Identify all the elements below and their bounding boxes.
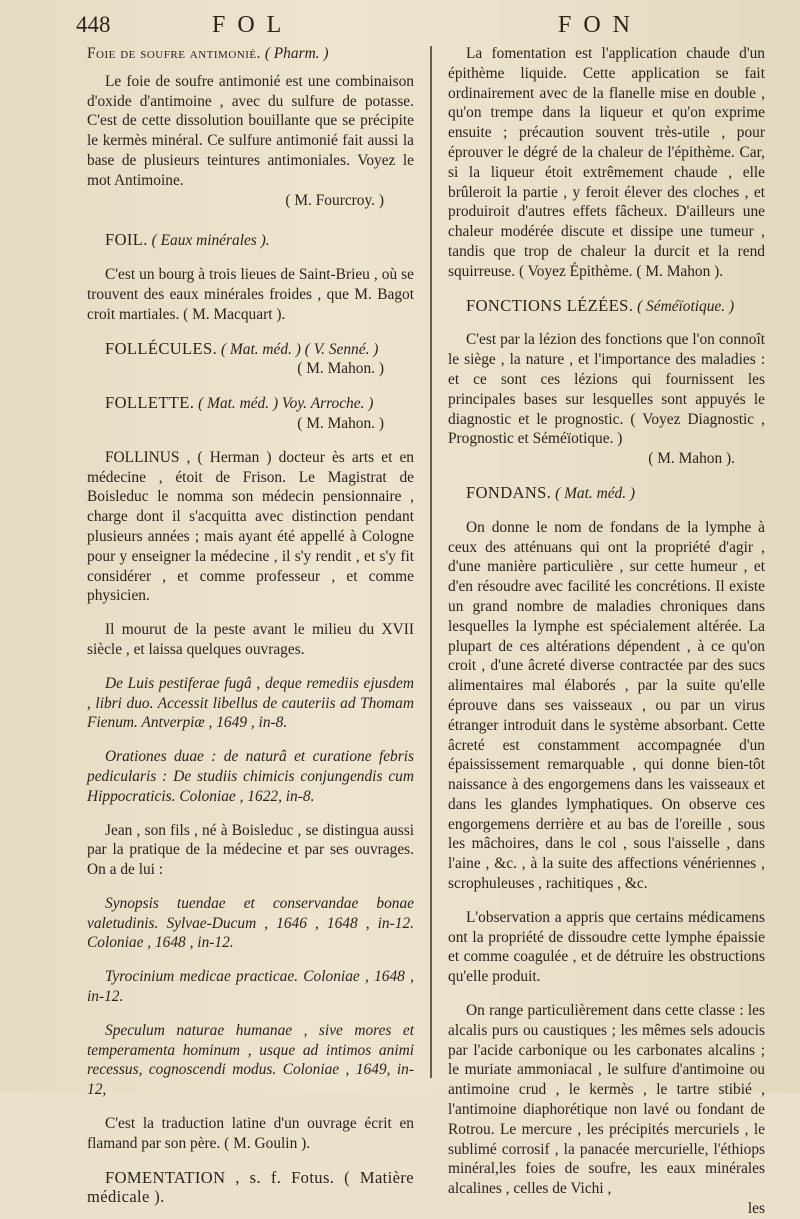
right-running-head: FON [558, 12, 643, 38]
folleculs-heading: FOLLÉCULES. ( Mat. méd. ) ( V. Senné. ) [105, 338, 379, 358]
left-running-head: FOL [212, 12, 294, 38]
signature: ( M. Mahon ). [648, 450, 735, 468]
running-header [0, 12, 800, 42]
signature: ( M. Mahon. ) [297, 414, 384, 432]
work-citation: Speculum naturae humanae , sive mores et temperamenta hominum , usque ad intimos animi recessus, cognoscendi modus. Coloniae , 1649, in-12, [87, 1021, 414, 1099]
follinus-paragraph-2: Il mourut de la peste avant le milieu du XVII siècle , et laissa quelques ouvrages. [87, 621, 414, 658]
work-citation: Synopsis tuendae et conservandae bonae valetudinis. Sylvae-Ducum , 1646 , 1648 , in-12. Coloniae , 1648 , in-12. [87, 894, 414, 952]
foie-paragraph: Le foie de soufre antimonié est une combinaison d'oxide d'antimoine , avec du sulfure de potasse. C'est de cette dissolution bouillante que se précipite le kermès minéral. Ce sulfure antimonié fait aussi la base de plusieurs teintures antimoniales. Voyez le mot Antimoine. [87, 72, 414, 189]
follette-heading: FOLLETTE. ( Mat. méd. ) Voy. Arroche. ) [105, 393, 374, 413]
foil-heading: FOIL. ( Eaux minérales ). [105, 230, 270, 250]
foie-heading: Foie de soufre antimonié. ( Pharm. ) [87, 45, 329, 62]
left-column [87, 44, 414, 1207]
work-citation: De Luis pestiferae fugâ , deque remediis ejusdem , libri duo. Accessit libellus de cauteriis ad Thomam Fienum. Antverpiæ , 1649 , in-8. [87, 674, 414, 732]
page-number: 448 [76, 12, 111, 37]
follinus-paragraph: FOLLINUS , ( Herman ) docteur ès arts et en médecine , étoit de Frison. Le Magistrat de Boisleduc le nomma son médecin pensionnaire , charge dont il s'acquitta avec distinction pendant plusieurs années ; mais ayant été appellé à Cologne pour y enseigner la médecine , il s'y rendit , et s'y fit considérer , et comme professeur , et comme physicien. [87, 448, 414, 605]
traduction-paragraph: C'est la traduction latine d'un ouvrage écrit en flamand par son père. ( M. Goulin ). [87, 1115, 414, 1152]
signature: ( M. Mahon. ) [297, 360, 384, 378]
work-citation: Tyrocinium medicae practicae. Coloniae , 1648 , in-12. [87, 968, 414, 1006]
work-citation: Orationes duae : de naturâ et curatione febris pedicularis : De studiis chimicis conjungendis cum Hippocraticis. Coloniae , 1622, in-8. [87, 748, 414, 805]
column-divider [430, 46, 432, 1078]
jean-paragraph: Jean , son fils , né à Boisleduc , se distingua aussi par la pratique de la médecine et par ses ouvrages. On a de lui : [87, 821, 414, 879]
fondans-heading: FONDANS. ( Mat. méd. ) [466, 482, 636, 502]
fomentation-heading: FOMENTATION , s. f. Fotus. ( Matière médicale ). [87, 1167, 414, 1207]
fomentation-paragraph: La fomentation est l'application chaude d'un épithème liquide. Cette application se fait ordinairement avec de la flanelle mise en double , qu'on trempe dans la liqueur et qu'on exprime ensuite ; précaution souvent très-utile , pour éprouver le dégré de la chaleur de l'épithème. Car, si la liqueur étoit extrêmement chaude , elle brûleroit la partie , y feroit élever des cloches , et produiroit d'autres effets fâcheux. D'ailleurs une chaleur modérée discute et dissipe une tumeur , tandis que trop de chaleur la durcit et la rend squirreuse. ( Voyez Épithème. ( M. Mahon ). [448, 45, 765, 280]
fonctions-paragraph: C'est par la lézion des fonctions que l'on connoît le siège , la nature , et l'importance des maladies : et ce sont ces lézions qui fournissent les principales bases sur lesquelles sont appuyés le diagnostic et le prognostic. ( Voyez Diagnostic , Prognostic et Séméïotique. ) [448, 331, 765, 448]
foil-paragraph: C'est un bourg à trois lieues de Saint-Brieu , où se trouvent des eaux minérales froides , que M. Bagot croit martiales. ( M. Macquart ). [87, 266, 414, 323]
fondans-paragraph: On donne le nom de fondans de la lymphe à ceux des atténuans qui ont la propriété d'agir , d'une manière particulière , sur cette humeur , et d'en résoudre avec facilité les concrétions. Il existe un grand nombre de maladies chroniques dans lesquelles la lymphe est spécialement altérée. La plupart de ces altérations dépendent , à ce qu'on croit , d'une âcreté diverse contractée par des sucs alimentaires mal élaborés , par la suite qu'elle éprouve dans ses vaisseaux , ou par un virus étranger introduit dans le système absorbant. Cette âcreté est constamment accompagnée d'un épaississement remarquable , qui donne bien-tôt naissance à des engorgemens dans les vaisseaux et dans les glandes lymphatiques. On observe ces engorgemens derrière et au bas de l'oreille , sous les mâchoires, dans le col , sous l'aisselle , dans l'aine , &c. , à la suite des affections vénériennes , scrophuleuses , rachitiques , &c. [448, 518, 765, 893]
fondans-paragraph-2: L'observation a appris que certains médicamens ont la propriété de dissoudre cette lymphe épaissie et comme coagulée , et de détruire les obstructions qu'elle produit. [448, 908, 765, 986]
fonctions-heading: FONCTIONS LÉZÉES. ( Séméïotique. ) [466, 295, 735, 315]
right-column [448, 44, 765, 1219]
fondans-paragraph-3: On range particulièrement dans cette classe : les alcalis purs ou caustiques ; les mêmes sels adoucis par l'acide carbonique ou les carbonates alcalins ; le muriate ammoniacal , le sulfure d'antimoine ou antimoine crud , le kermès , le tartre stibié , l'antimoine diaphorétique non lavé ou fondant de Rotrou. Le mercure , les précipités mercuriels , le sublimé corrosif , la panacée mercurielle, l'éthiops minéral,les foies de soufre, les eaux minérales alcalines , celles de Vichi , [448, 1002, 765, 1198]
signature: ( M. Fourcroy. ) [285, 191, 384, 209]
catchword: les [747, 1200, 765, 1218]
